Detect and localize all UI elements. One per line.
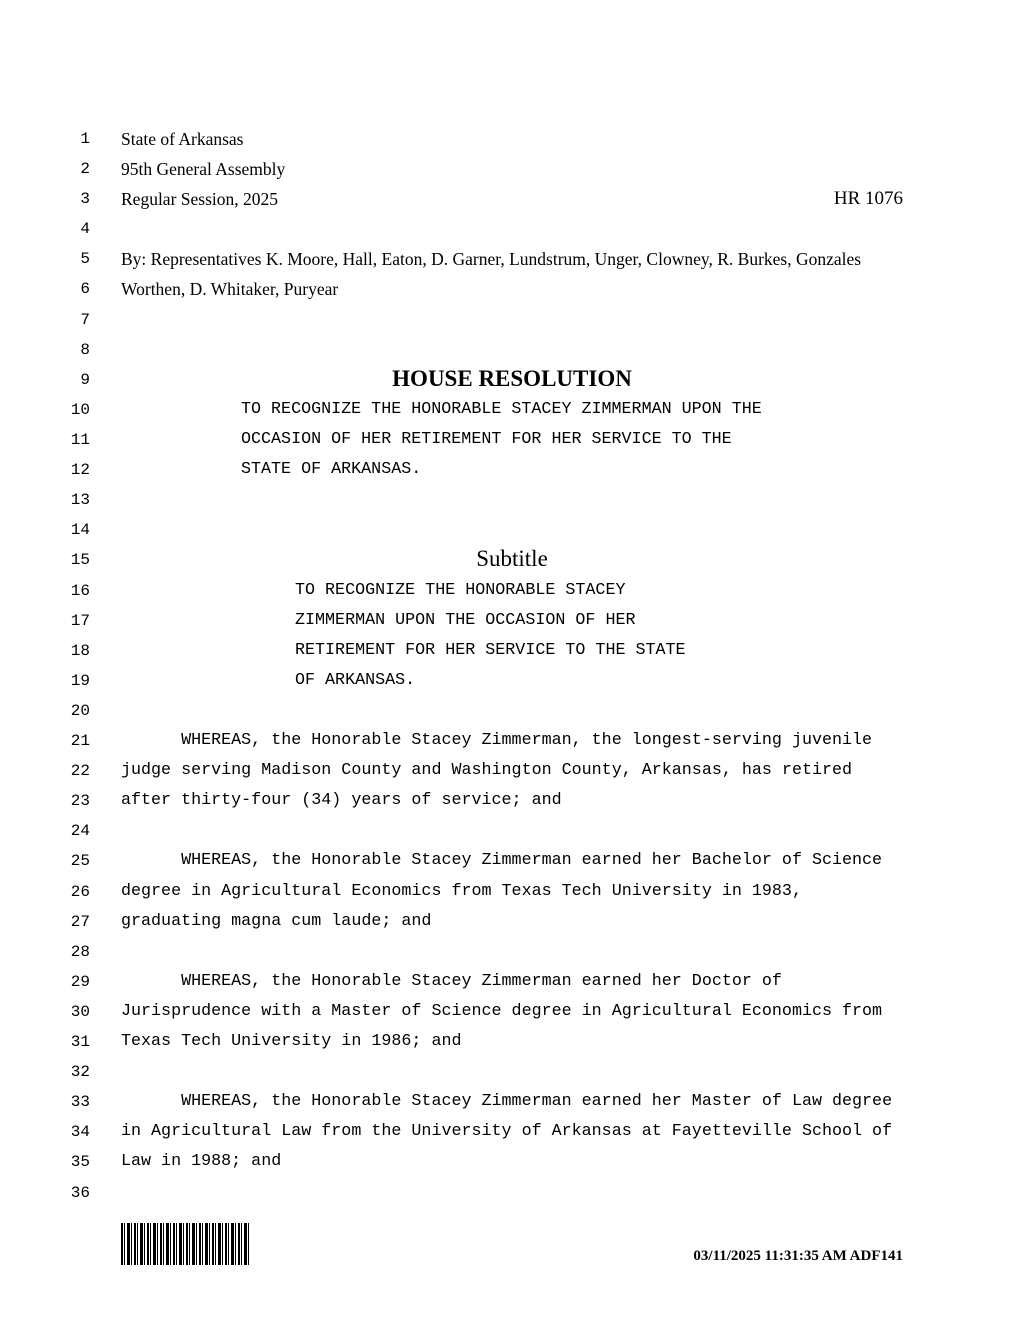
line-number: 24 bbox=[70, 822, 90, 840]
subtitle-line: OF ARKANSAS. bbox=[295, 671, 416, 690]
line-number: 20 bbox=[70, 702, 90, 720]
whereas-paragraph-line: Texas Tech University in 1986; and bbox=[121, 1032, 462, 1051]
line-number: 30 bbox=[70, 1003, 90, 1021]
whereas-paragraph-line: WHEREAS, the Honorable Stacey Zimmerman earned her Master of Law degree bbox=[121, 1092, 893, 1111]
line-number: 31 bbox=[70, 1033, 90, 1051]
sponsors-line: Worthen, D. Whitaker, Puryear bbox=[121, 279, 339, 299]
assembly-name: 95th General Assembly bbox=[121, 159, 286, 179]
line-number: 7 bbox=[80, 311, 90, 329]
line-number: 26 bbox=[70, 883, 90, 901]
barcode bbox=[121, 1223, 249, 1265]
line-number: 33 bbox=[70, 1093, 90, 1111]
line-number: 4 bbox=[80, 220, 90, 238]
line-number: 19 bbox=[70, 672, 90, 690]
subtitle-line: RETIREMENT FOR HER SERVICE TO THE STATE bbox=[295, 641, 686, 660]
whereas-paragraph-line: graduating magna cum laude; and bbox=[121, 912, 432, 931]
resolution-heading: HOUSE RESOLUTION bbox=[392, 366, 632, 391]
line-number: 2 bbox=[80, 160, 90, 178]
line-number: 6 bbox=[80, 280, 90, 298]
line-number: 9 bbox=[80, 371, 90, 389]
whereas-paragraph-line: judge serving Madison County and Washington County, Arkansas, has retired bbox=[121, 761, 853, 780]
line-number: 25 bbox=[70, 852, 90, 870]
whereas-paragraph-line: WHEREAS, the Honorable Stacey Zimmerman earned her Doctor of bbox=[121, 972, 782, 991]
whereas-paragraph-line: WHEREAS, the Honorable Stacey Zimmerman earned her Bachelor of Science bbox=[121, 851, 883, 870]
whereas-paragraph-line: in Agricultural Law from the University of Arkansas at Fayetteville School of bbox=[121, 1122, 893, 1141]
line-number: 8 bbox=[80, 341, 90, 359]
line-number: 12 bbox=[70, 461, 90, 479]
whereas-paragraph-line: after thirty-four (34) years of service; and bbox=[121, 791, 562, 810]
line-number: 36 bbox=[70, 1184, 90, 1202]
line-number: 34 bbox=[70, 1123, 90, 1141]
whereas-paragraph-line: WHEREAS, the Honorable Stacey Zimmerman, the longest-serving juvenile bbox=[121, 731, 873, 750]
line-number: 5 bbox=[80, 250, 90, 268]
footer-timestamp: 03/11/2025 11:31:35 AM ADF141 bbox=[693, 1248, 903, 1264]
resolution-title-line: STATE OF ARKANSAS. bbox=[241, 460, 422, 479]
line-number: 1 bbox=[80, 130, 90, 148]
line-number: 11 bbox=[70, 431, 90, 449]
line-number: 28 bbox=[70, 943, 90, 961]
whereas-paragraph-line: degree in Agricultural Economics from Texas Tech University in 1983, bbox=[121, 882, 802, 901]
line-number: 32 bbox=[70, 1063, 90, 1081]
line-number: 14 bbox=[70, 521, 90, 539]
line-number: 22 bbox=[70, 762, 90, 780]
line-number: 18 bbox=[70, 642, 90, 660]
state-name: State of Arkansas bbox=[121, 129, 244, 149]
subtitle-heading: Subtitle bbox=[476, 546, 548, 571]
sponsors-line: By: Representatives K. Moore, Hall, Eaton, D. Garner, Lundstrum, Unger, Clowney, R. Burkes, Gonzales bbox=[121, 249, 862, 269]
subtitle-line: ZIMMERMAN UPON THE OCCASION OF HER bbox=[295, 611, 636, 630]
line-number: 29 bbox=[70, 973, 90, 991]
line-number: 23 bbox=[70, 792, 90, 810]
line-number: 35 bbox=[70, 1153, 90, 1171]
line-number: 10 bbox=[70, 401, 90, 419]
line-number: 21 bbox=[70, 732, 90, 750]
whereas-paragraph-line: Jurisprudence with a Master of Science degree in Agricultural Economics from bbox=[121, 1002, 883, 1021]
resolution-title-line: TO RECOGNIZE THE HONORABLE STACEY ZIMMERMAN UPON THE bbox=[241, 400, 762, 419]
session-name: Regular Session, 2025 bbox=[121, 189, 279, 209]
resolution-title-line: OCCASION OF HER RETIREMENT FOR HER SERVICE TO THE bbox=[241, 430, 732, 449]
line-number: 27 bbox=[70, 913, 90, 931]
subtitle-line: TO RECOGNIZE THE HONORABLE STACEY bbox=[295, 581, 626, 600]
line-number: 16 bbox=[70, 582, 90, 600]
bill-number: HR 1076 bbox=[833, 188, 903, 209]
whereas-paragraph-line: Law in 1988; and bbox=[121, 1152, 282, 1171]
line-number: 13 bbox=[70, 491, 90, 509]
line-number: 3 bbox=[80, 190, 90, 208]
line-number: 15 bbox=[70, 551, 90, 569]
line-number: 17 bbox=[70, 612, 90, 630]
